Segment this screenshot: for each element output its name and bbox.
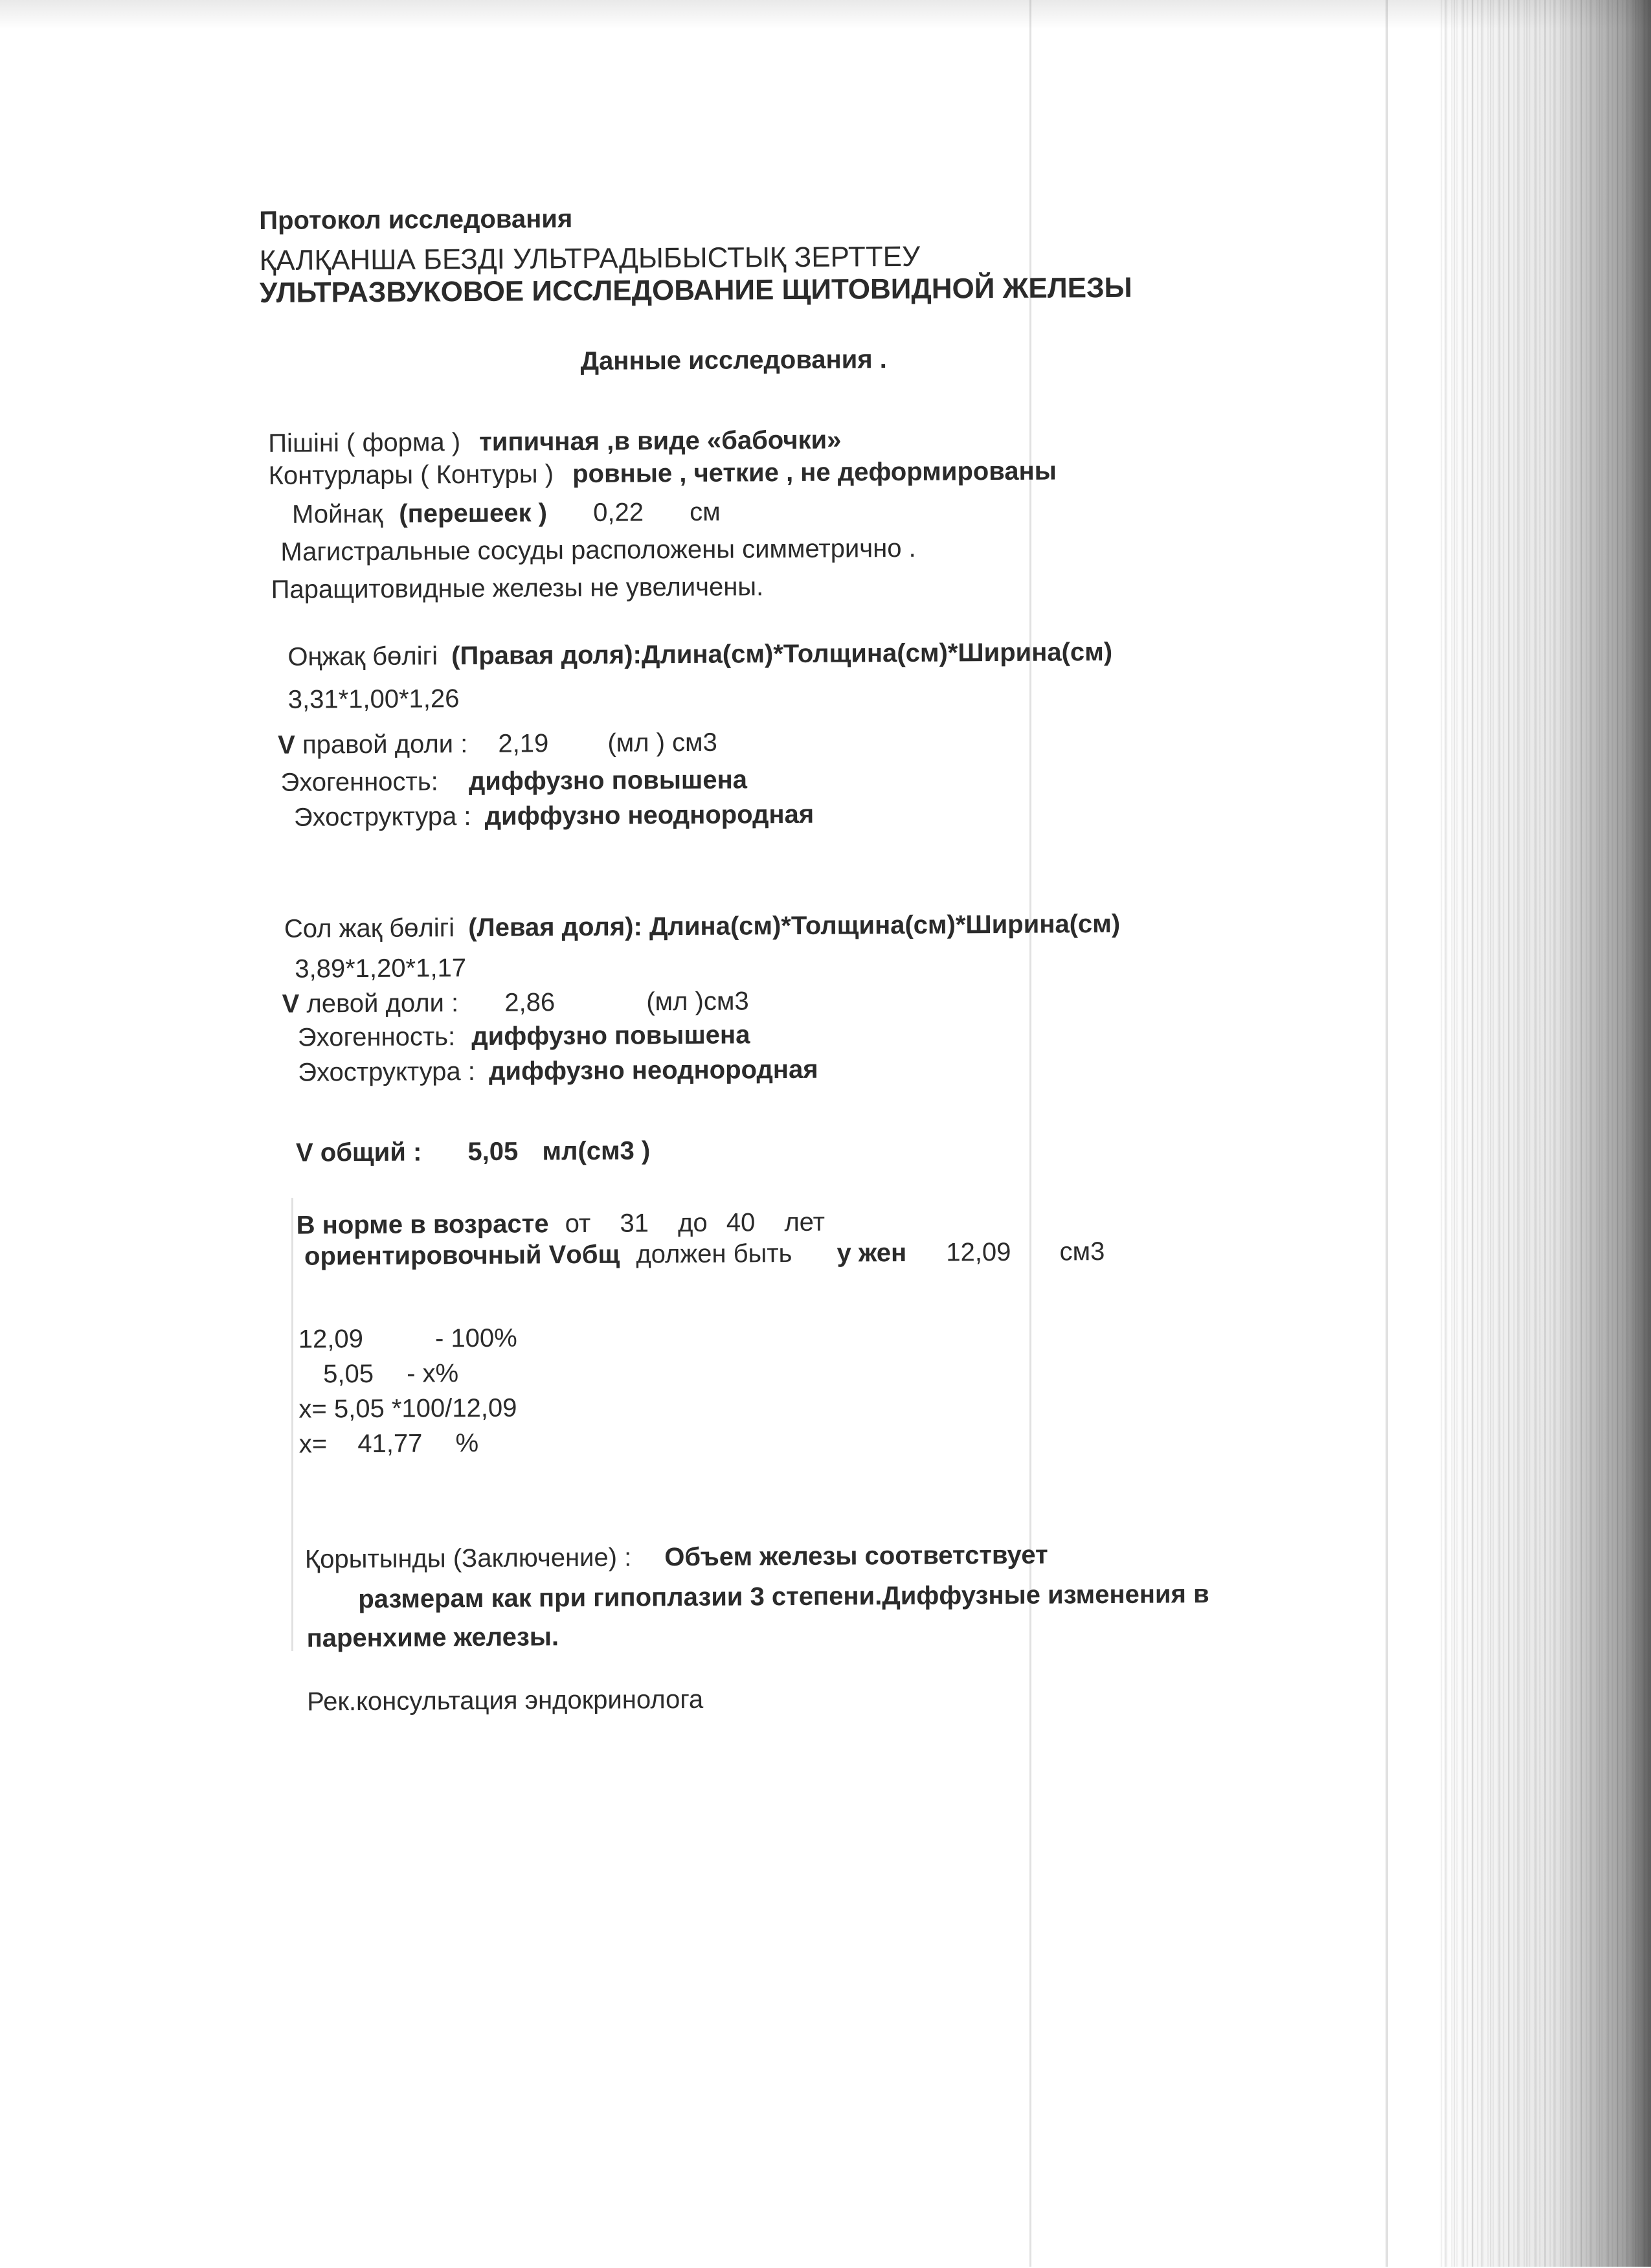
protocol-title: Протокол исследования: [259, 205, 573, 235]
calc-line-3: х= 5,05 *100/12,09: [298, 1393, 517, 1424]
contours-value: ровные , четкие , не деформированы: [572, 456, 1057, 489]
calc-4c: %: [455, 1428, 479, 1458]
left-lobe-echo-label: Эхогенность:: [297, 1022, 456, 1052]
total-volume-unit: мл(см3 ): [542, 1136, 651, 1166]
conclusion-text-1: Объем железы соответствует: [664, 1540, 1048, 1572]
right-lobe-dims: 3,31*1,00*1,26: [287, 684, 460, 714]
norm-years: лет: [784, 1207, 826, 1237]
parathyroid-line: Паращитовидные железы не увеличены.: [271, 572, 764, 604]
norm-value: 12,09: [946, 1237, 1011, 1267]
calc-line-2: [323, 1358, 458, 1389]
left-lobe-structure-value: диффузно неоднородная: [488, 1055, 818, 1086]
conclusion-label: Қорытынды (Заключение) :: [304, 1543, 632, 1574]
vessels-line: Магистральные сосуды расположены симметрично .: [280, 533, 916, 567]
right-lobe-volume-unit: (мл ) см3: [607, 728, 717, 758]
left-lobe-heading: [284, 909, 1120, 944]
right-lobe-volume: [278, 728, 717, 760]
left-lobe-structure: [298, 1055, 818, 1088]
calc-4a: х=: [298, 1430, 328, 1459]
left-lobe-echo-value: диффузно повышена: [471, 1020, 750, 1051]
conclusion-line-2: размерам как при гипоплазии 3 степени.Диффузные изменения в: [358, 1580, 1209, 1614]
right-lobe-heading-ru: (Правая доля):Длина(см)*Толщина(см)*Ширина(см): [451, 637, 1113, 671]
left-lobe-volume-label: левой доли :: [306, 989, 459, 1018]
calc-line-4: [299, 1428, 479, 1459]
right-lobe-heading: [287, 637, 1112, 672]
norm-label: В норме в возрасте: [296, 1209, 549, 1240]
norm-to-word: до: [677, 1208, 708, 1238]
right-lobe-heading-kz: Оңжақ бөлігі: [287, 642, 438, 671]
right-lobe-structure: [294, 800, 814, 833]
left-lobe-volume-v: V: [282, 989, 300, 1018]
isthmus-value: 0,22: [593, 498, 644, 527]
right-lobe-volume-v: V: [278, 730, 296, 759]
shape-value: типичная ,в виде «бабочки»: [479, 425, 842, 456]
calc-1b: - 100%: [434, 1323, 517, 1353]
right-lobe-echo-label: Эхогенность:: [280, 767, 438, 797]
left-lobe-structure-label: Эхоструктура :: [298, 1057, 476, 1087]
norm-from: 31: [620, 1209, 649, 1238]
contours-label: Контурлары ( Контуры ): [268, 460, 554, 490]
calc-2b: - х%: [406, 1359, 459, 1388]
isthmus-unit: см: [690, 497, 721, 526]
norm-should: должен быть: [636, 1239, 792, 1269]
isthmus-label-ru: (перешеек ): [399, 499, 548, 528]
russian-title: УЛЬТРАЗВУКОВОЕ ИССЛЕДОВАНИЕ ЩИТОВИДНОЙ ЖЕЛЕЗЫ: [259, 271, 1132, 309]
shape-label: Пішіні ( форма ): [268, 428, 461, 458]
norm-approx-line: [304, 1237, 1105, 1272]
norm-to: 40: [726, 1208, 756, 1237]
total-volume-line: [296, 1136, 651, 1167]
norm-sex: у жен: [837, 1238, 907, 1268]
recommendation: Рек.консультация эндокринолога: [307, 1685, 704, 1716]
total-volume-value: 5,05: [467, 1137, 519, 1167]
shape-line: [268, 425, 841, 458]
norm-approx: ориентировочный Vобщ: [304, 1240, 620, 1271]
right-lobe-echo-value: диффузно повышена: [468, 765, 748, 796]
right-lobe-volume-value: 2,19: [498, 729, 549, 758]
isthmus-label-kz: Мойнақ: [291, 499, 383, 529]
contours-line: [269, 456, 1057, 490]
total-volume-label: V общий :: [295, 1138, 422, 1167]
left-lobe-heading-kz: Сол жақ бөлігі: [284, 914, 455, 943]
norm-from-word: от: [565, 1209, 591, 1239]
left-lobe-echo: [298, 1020, 750, 1052]
calc-4b: 41,77: [357, 1429, 423, 1459]
right-lobe-structure-value: диффузно неоднородная: [484, 800, 814, 831]
norm-unit: см3: [1059, 1237, 1105, 1266]
kazakh-title: ҚАЛҚАНША БЕЗДІ УЛЬТРАДЫБЫСТЫҚ ЗЕРТТЕУ: [259, 240, 921, 276]
left-lobe-volume: [282, 986, 749, 1018]
right-lobe-structure-label: Эхоструктура :: [293, 802, 471, 832]
conclusion-line-1: [305, 1540, 1048, 1575]
left-lobe-volume-value: 2,86: [504, 988, 556, 1017]
left-lobe-volume-unit: (мл )см3: [646, 987, 749, 1016]
norm-line: [297, 1207, 826, 1241]
isthmus-line: [292, 497, 721, 530]
right-lobe-echo: [280, 765, 747, 797]
conclusion-line-3: паренхиме железы.: [306, 1622, 559, 1653]
left-lobe-heading-ru: (Левая доля): Длина(см)*Толщина(см)*Ширина(см): [468, 909, 1121, 943]
calc-line-1: [298, 1323, 517, 1354]
calc-1a: 12,09: [298, 1325, 364, 1354]
right-lobe-volume-label: правой доли :: [302, 730, 468, 759]
left-lobe-dims: 3,89*1,20*1,17: [295, 954, 467, 983]
section-heading: Данные исследования .: [580, 345, 887, 376]
calc-2a: 5,05: [322, 1359, 374, 1389]
